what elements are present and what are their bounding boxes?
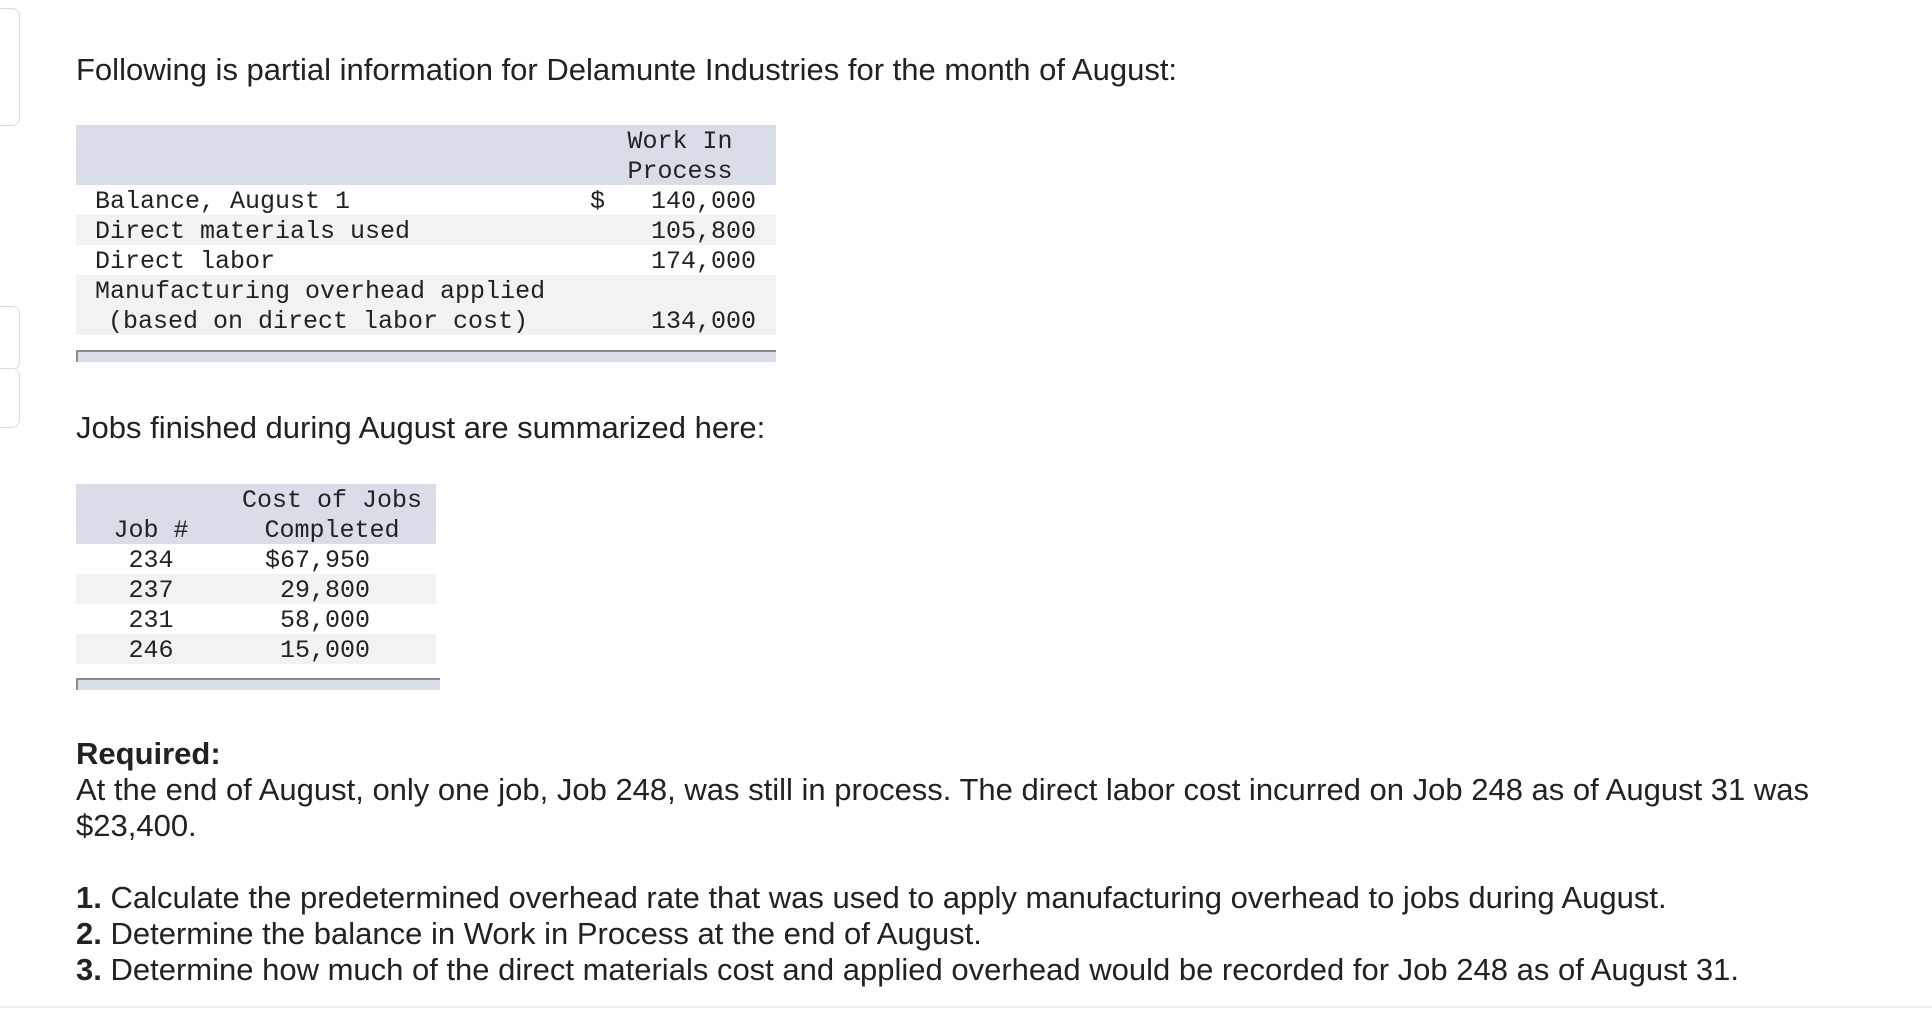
wip-row-label-line2: (based on direct labor cost) (108, 307, 529, 336)
wip-row-label: Manufacturing overhead applied (95, 277, 546, 306)
wip-table-footer (76, 350, 776, 362)
wip-column-header-line2: Process (627, 157, 733, 186)
left-edge-tab-3 (0, 368, 20, 428)
jobs-row-cost: $67,950 (264, 546, 370, 575)
wip-row-value: 140,000 (650, 187, 756, 216)
required-item-number: 3. (76, 952, 102, 987)
jobs-row-job: 234 (128, 546, 174, 575)
bottom-divider (0, 1006, 1932, 1008)
jobs-col-header-cost-line1: Cost of Jobs (241, 486, 423, 515)
jobs-col-header-job: Job # (113, 516, 189, 545)
required-description-amount: $23,400. (76, 808, 197, 843)
jobs-row-cost: 15,000 (279, 636, 370, 665)
required-item-text: Determine how much of the direct materials cost and applied overhead would be recorded for Job 248 as of August 31. (101, 952, 1739, 987)
currency-symbol: $ (590, 187, 606, 216)
required-description: At the end of August, only one job, Job 248, was still in process. The direct labor cost incurred on Job 248 as of August 31 was (76, 772, 1810, 807)
wip-row-label: Direct labor (95, 247, 276, 276)
wip-row-label: Direct materials used (95, 217, 411, 246)
required-item-text: Calculate the predetermined overhead rate that was used to apply manufacturing overhead to jobs during August. (101, 880, 1667, 915)
wip-row-value: 174,000 (650, 247, 756, 276)
required-item-number: 2. (76, 916, 102, 951)
jobs-row-job: 231 (128, 606, 174, 635)
required-item-text: Determine the balance in Work in Process at the end of August. (101, 916, 982, 951)
jobs-intro-text: Jobs finished during August are summarized here: (76, 410, 766, 445)
jobs-col-header-cost-line2: Completed (264, 516, 400, 545)
jobs-table-footer (76, 678, 440, 690)
wip-row-value: 105,800 (650, 217, 756, 246)
jobs-row-job: 237 (128, 576, 174, 605)
required-item (76, 952, 1739, 988)
wip-column-header-line1: Work In (627, 127, 733, 156)
wip-row-label: Balance, August 1 (95, 187, 351, 216)
left-edge-tab-1 (0, 8, 20, 126)
intro-text: Following is partial information for Delamunte Industries for the month of August: (76, 52, 1178, 87)
required-item (76, 880, 1667, 916)
required-item-number: 1. (76, 880, 102, 915)
left-edge-tab-2 (0, 306, 20, 370)
required-item (76, 916, 982, 952)
required-title: Required: (76, 736, 221, 771)
jobs-row-cost: 29,800 (279, 576, 370, 605)
jobs-row-cost: 58,000 (279, 606, 370, 635)
jobs-row-job: 246 (128, 636, 174, 665)
wip-row-value: 134,000 (650, 307, 756, 336)
